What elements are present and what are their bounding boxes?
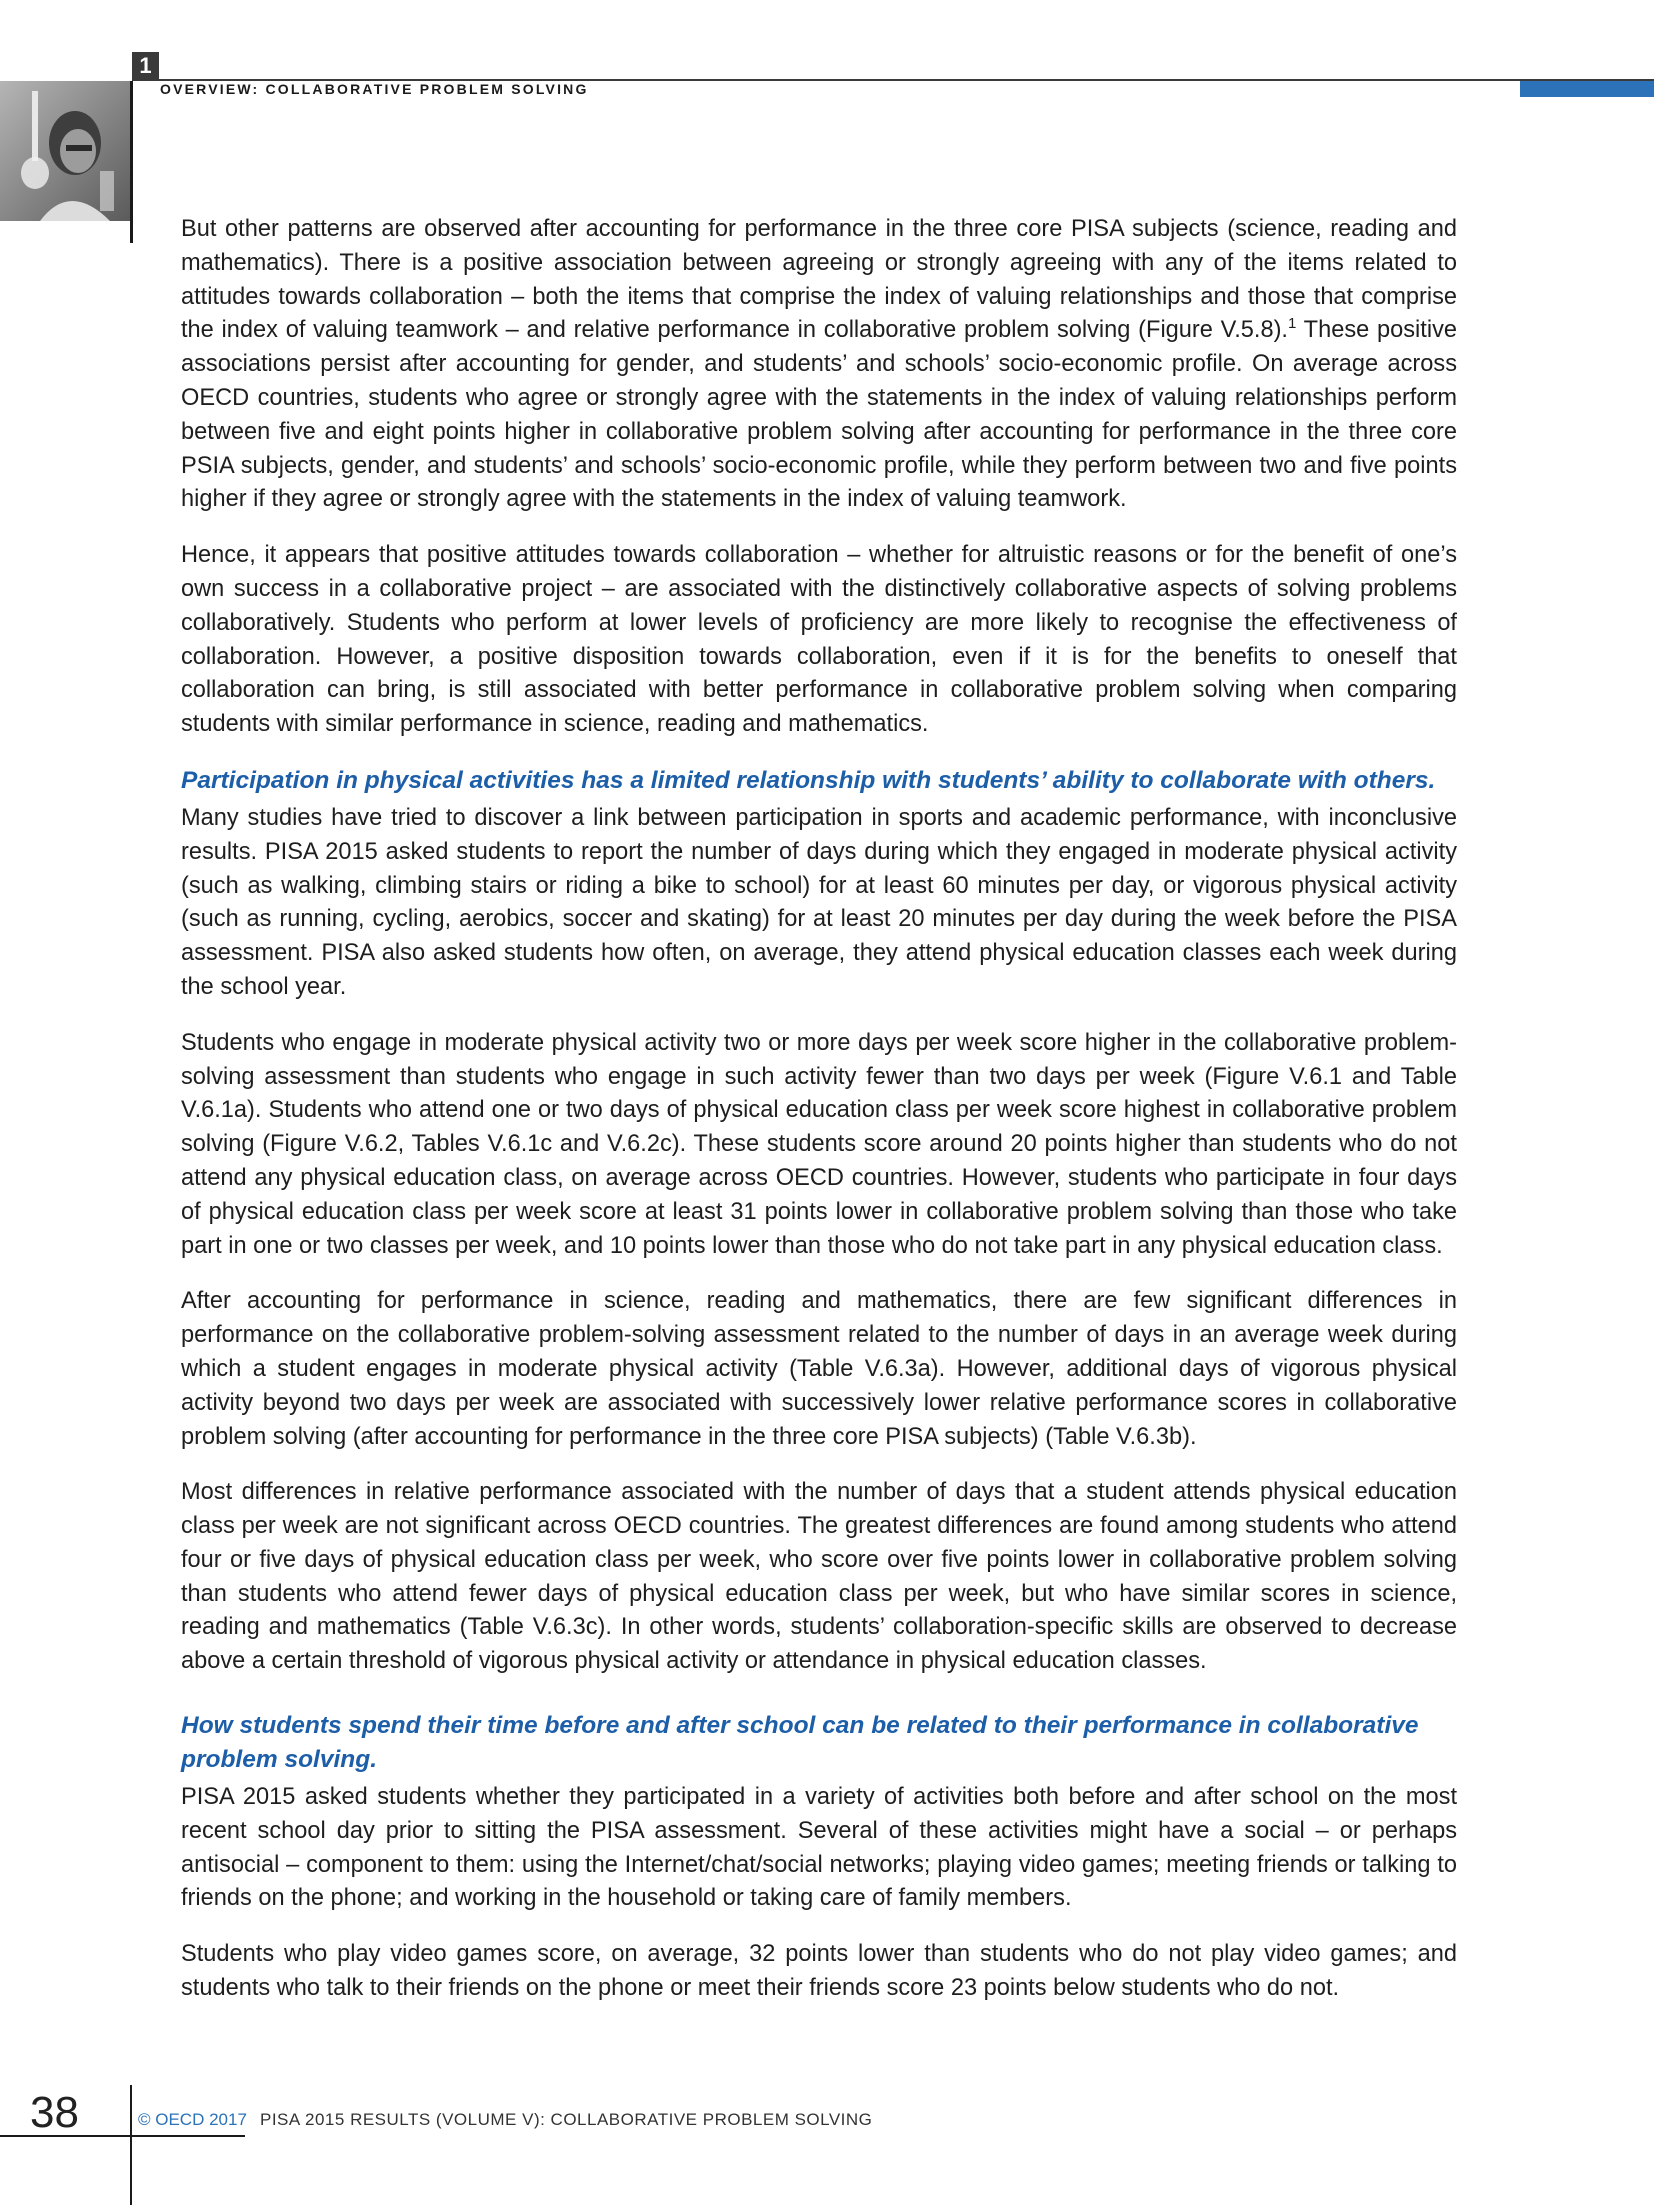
paragraph: Most differences in relative performance associated with the number of days that a student attends physical education class per week are not significant across OECD countries. The greatest differences are found among students who attend four or five days of physical education class per week, who score over five points lower in collaborative problem solving than students who attend fewer days of physical education class per week, but who have similar scores in science, reading and mathematics (Table V.6.3c). In other words, students’ collaboration-specific skills are observed to decrease above a certain threshold of vigorous physical activity or attendance in physical education classes. [181,1479,1457,1675]
page-number: 38 [30,2088,79,2137]
paragraph: But other patterns are observed after accounting for performance in the three core PISA subjects (science, reading and mathematics). There is a positive association between agreeing or strongly agreeing with any of the items related to attitudes towards collaboration – both the items that comprise the index of valuing relationships and those that comprise the index of valuing teamwork – and relative performance in collaborative problem solving (Figure V.5.8).$^1$ These positive associations persist after accounting for gender, and students’ and schools’ socio-economic profile. On average across OECD countries, students who agree or strongly agree with the statements in the index of valuing relationships perform between five and eight points higher in collaborative problem solving after accounting for performance in the three core PSIA subjects, gender, and students’ and schools’ socio-economic profile, while they perform between two and five points higher if they agree or strongly agree with the statements in the index of valuing teamwork. [181,216,1457,513]
paragraph: Students who engage in moderate physical activity two or more days per week score higher in the collaborative problem-solving assessment than students who engage in such activity fewer than two days per week (Figure V.6.1 and Table V.6.1a). Students who attend one or two days of physical education class per week score highest in collaborative problem solving (Figure V.6.2, Tables V.6.1c and V.6.2c). These students score around 20 points higher than students who do not attend any physical education class, on average across OECD countries. However, students who participate in four days of physical education class per week score at least 31 points lower in collaborative problem solving than those who take part in one or two classes per week, and 10 points lower than those who do not take part in any physical education class. [181,1029,1457,1259]
paragraph: Hence, it appears that positive attitudes towards collaboration – whether for altruistic reasons or for the benefit of one’s own success in a collaborative project – are associated with the distinctively collaborative aspects of solving problems collaboratively. Students who perform at lower levels of proficiency are more likely to recognise the effectiveness of collaboration. However, a positive disposition towards collaboration, even if it is for the benefits to oneself that collaboration can bring, is still associated with better performance in collaborative problem solving when comparing students with similar performance in science, reading and mathematics. [181,542,1457,738]
running-title: OVERVIEW: COLLABORATIVE PROBLEM SOLVING [160,81,589,97]
footer-copyright: © OECD 2017 [138,2110,247,2129]
section-heading: How students spend their time before and after school can be related to their performance in collaborative problem solving. [181,1712,1419,1774]
footnote-ref[interactable]: 1 [1288,315,1297,333]
photo-divider [130,81,133,243]
paragraph: After accounting for performance in science, reading and mathematics, there are few significant differences in performance on the collaborative problem-solving assessment related to the number of days in an average week during which a student engages in moderate physical activity (Table V.6.3a). However, additional days of vigorous physical activity beyond two days per week are associated with successively lower relative performance scores in collaborative problem solving (after accounting for performance in the three core PISA subjects) (Table V.6.3b). [181,1288,1457,1450]
chapter-number-box: 1 [132,52,159,79]
main-content [181,213,1457,2028]
chapter-photo-scientist [0,81,132,221]
paragraph: PISA 2015 asked students whether they participated in a variety of activities both before and after school on the most recent school day prior to sitting the PISA assessment. Several of these activities might have a social – or perhaps antisocial – component to them: using the Internet/chat/social networks; playing video games; meeting friends or talking to friends on the phone; and working in the household or taking care of family members. [181,1784,1457,1912]
footer-publication-title: PISA 2015 RESULTS (VOLUME V): COLLABORATIVE PROBLEM SOLVING [260,2110,873,2129]
header-accent-bar [1520,81,1654,97]
section-heading: Participation in physical activities has a limited relationship with students’ ability to collaborate with others. [181,766,1436,794]
paragraph: Many studies have tried to discover a link between participation in sports and academic performance, with inconclusive results. PISA 2015 asked students to report the number of days during which they engaged in moderate physical activity (such as walking, climbing stairs or riding a bike to school) for at least 60 minutes per day, or vigorous physical activity (such as running, cycling, aerobics, soccer and skating) for at least 20 minutes per day during the week before the PISA assessment. PISA also asked students how often, on average, they attend physical education classes each week during the school year. [181,804,1457,1000]
footer-divider [130,2085,132,2205]
paragraph: Students who play video games score, on average, 32 points lower than students who do not play video games; and students who talk to their friends on the phone or meet their friends score 23 points below students who do not. [181,1941,1457,2002]
